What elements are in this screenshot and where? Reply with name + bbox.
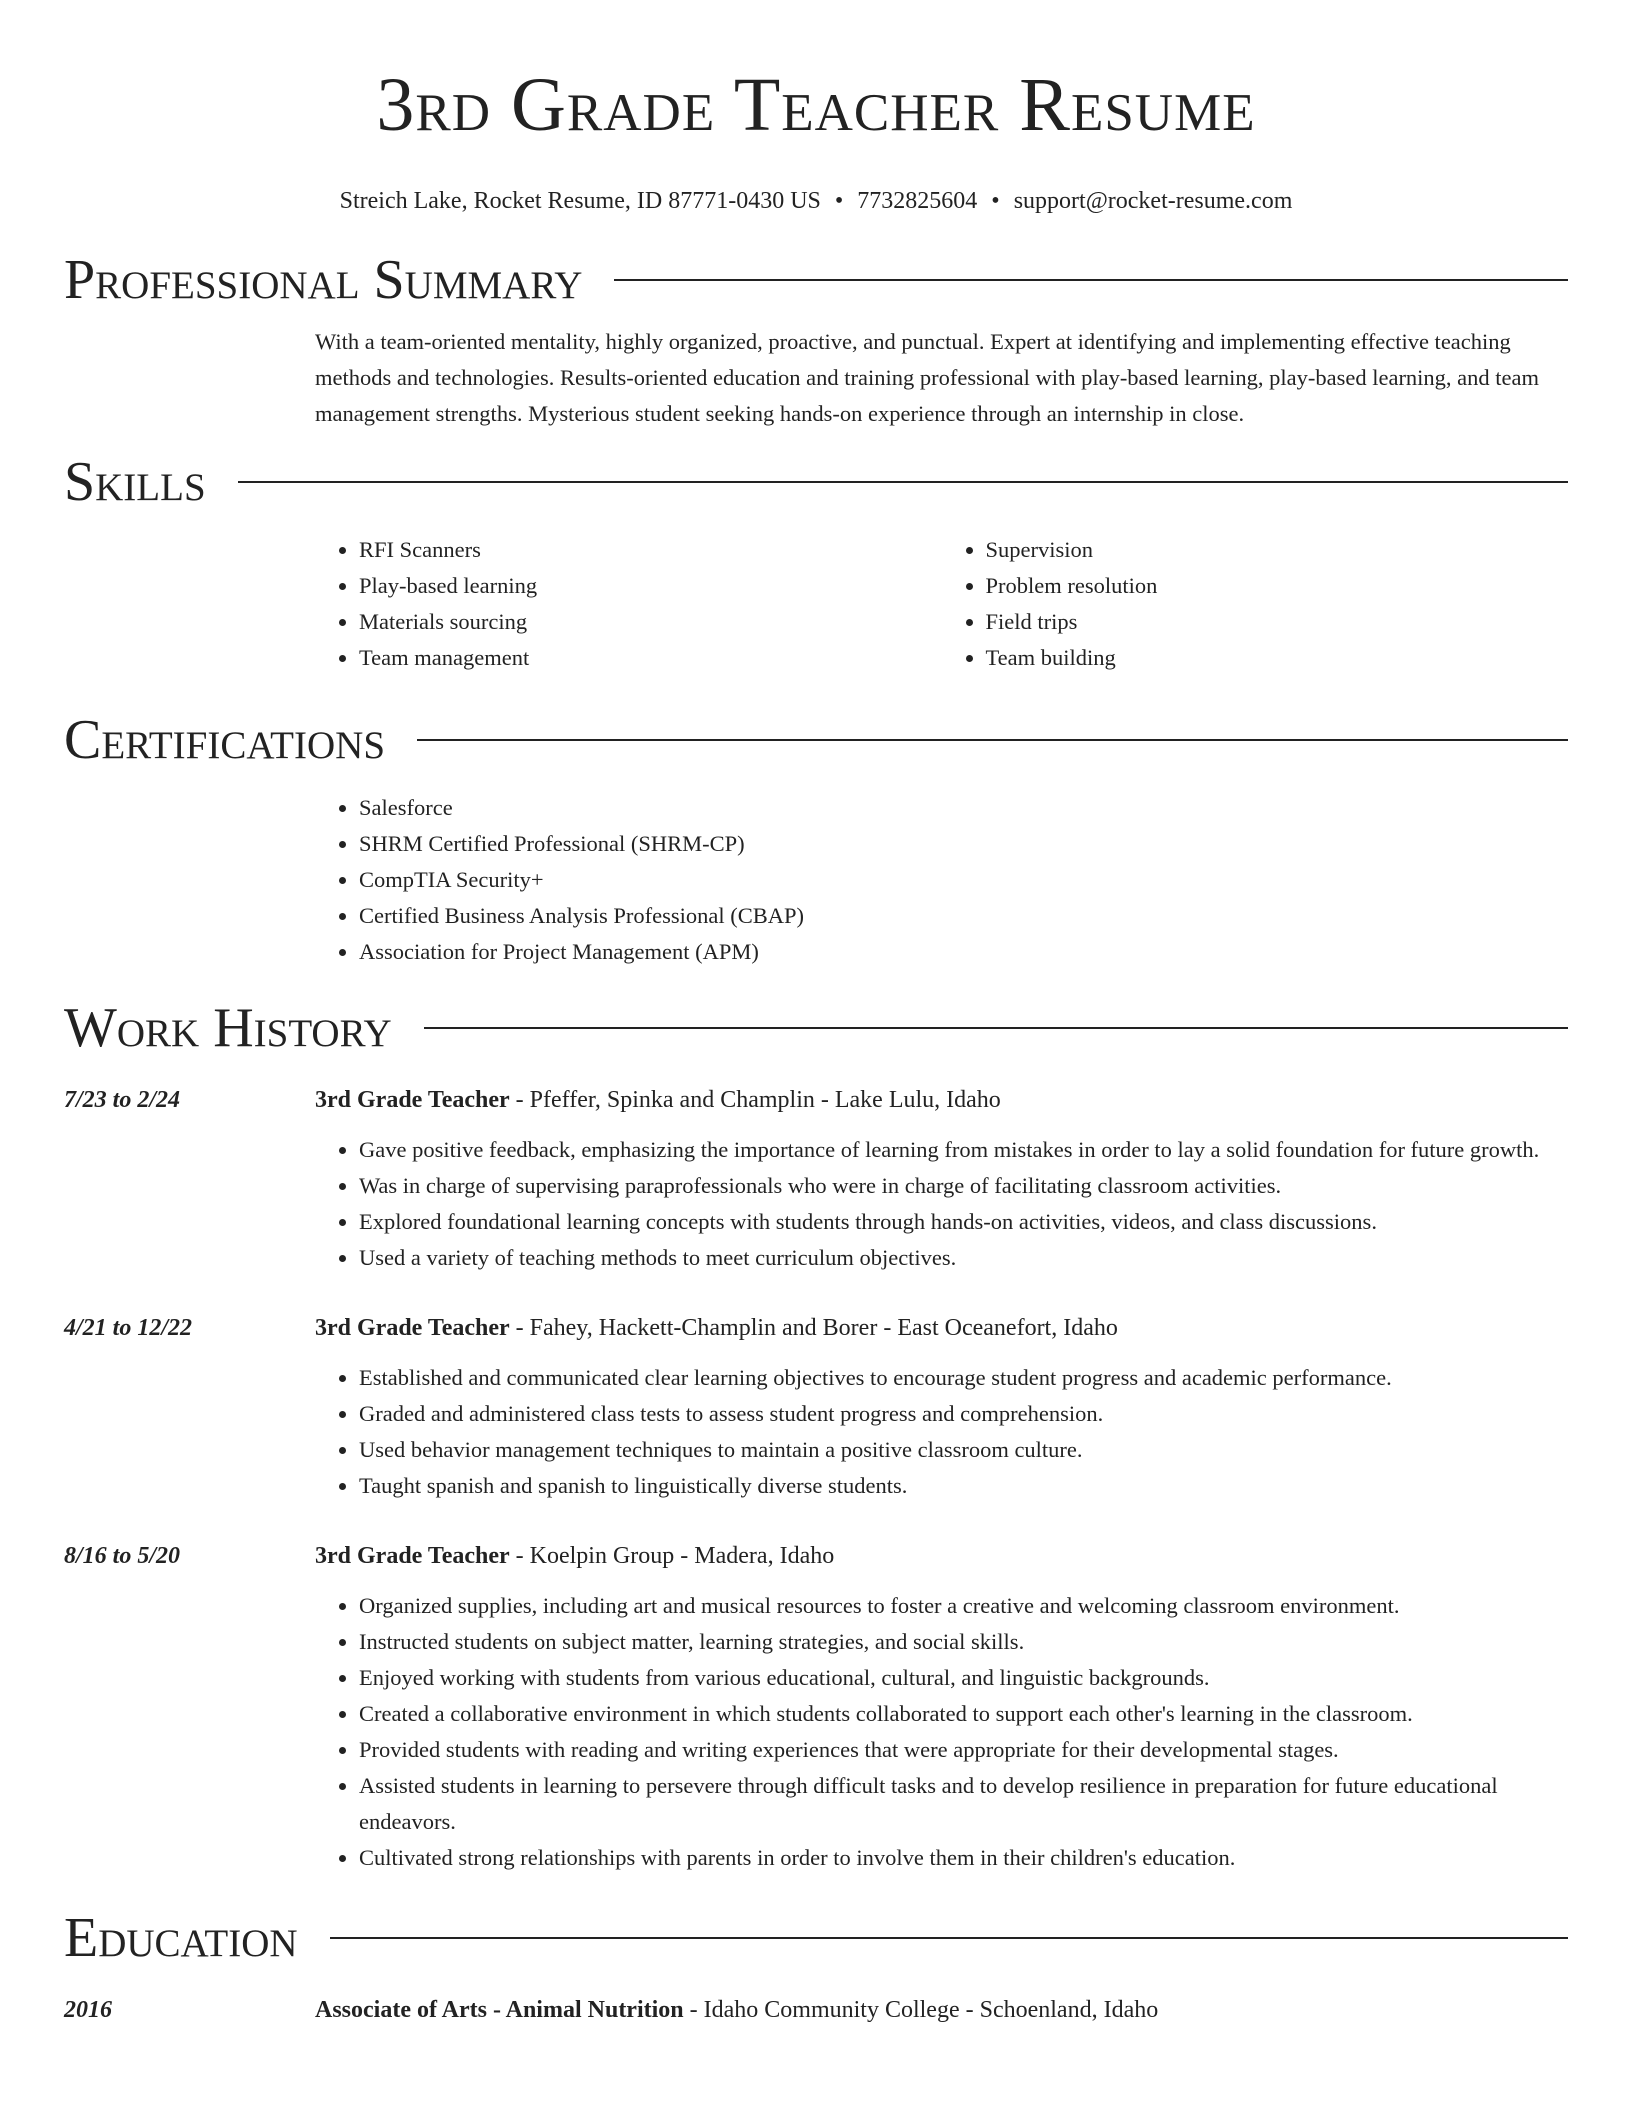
- job-employer: - Fahey, Hackett-Champlin and Borer - East Oceanefort, Idaho: [509, 1315, 1118, 1341]
- job-duty-item: • Instructed students on subject matter, learning strategies, and social skills.: [359, 1624, 1568, 1660]
- job-entry: [64, 1538, 1568, 1876]
- job-duty-item: • Established and communicated clear learning objectives to encourage student progress and academic performance.: [359, 1360, 1568, 1396]
- section-divider: [330, 1937, 1568, 1939]
- contact-phone: 7732825604: [857, 188, 978, 214]
- education-heading: Education: [64, 1907, 298, 1969]
- certifications-list: [315, 790, 1568, 970]
- job-title: 3rd Grade Teacher: [315, 1315, 510, 1341]
- job-duty-item: • Gave positive feedback, emphasizing the importance of learning from mistakes in order to lay a solid foundation for future growth.: [359, 1132, 1568, 1168]
- education-heading-line: [315, 1992, 1158, 2028]
- job-header: [64, 1082, 1568, 1118]
- certification-item: • CompTIA Security+: [359, 862, 1568, 898]
- certification-item: • SHRM Certified Professional (SHRM-CP): [359, 826, 1568, 862]
- job-duties: [315, 1360, 1568, 1504]
- job-duty-item: • Explored foundational learning concepts with students through hands-on activities, videos, and class discussions.: [359, 1204, 1568, 1240]
- job-duty-item: • Enjoyed working with students from various educational, cultural, and linguistic backgrounds.: [359, 1660, 1568, 1696]
- education-section-header: [64, 1906, 1568, 1970]
- job-header: [64, 1310, 1568, 1346]
- skill-item: • Problem resolution: [986, 568, 1569, 604]
- certifications-section-header: [64, 708, 1568, 772]
- skills-list-left: [315, 532, 942, 676]
- job-heading: [315, 1538, 834, 1574]
- contact-separator: •: [834, 188, 844, 214]
- skill-item: • Team building: [986, 640, 1569, 676]
- job-entry: [64, 1082, 1568, 1276]
- certification-item: • Certified Business Analysis Professional (CBAP): [359, 898, 1568, 934]
- job-duty-item: • Used a variety of teaching methods to meet curriculum objectives.: [359, 1240, 1568, 1276]
- certification-item: • Association for Project Management (APM): [359, 934, 1568, 970]
- skill-item: • RFI Scanners: [359, 532, 942, 568]
- skill-item: • Supervision: [986, 532, 1569, 568]
- job-duty-item: • Assisted students in learning to persevere through difficult tasks and to develop resilience in preparation for future educational endeavors.: [359, 1768, 1568, 1840]
- job-duty-item: • Cultivated strong relationships with parents in order to involve them in their children's education.: [359, 1840, 1568, 1876]
- job-duties: [315, 1132, 1568, 1276]
- contact-line: [64, 186, 1568, 216]
- job-dates: 7/23 to 2/24: [64, 1087, 181, 1113]
- job-heading: [315, 1310, 1118, 1346]
- skill-item: • Team management: [359, 640, 942, 676]
- job-title: 3rd Grade Teacher: [315, 1543, 510, 1569]
- skills-heading: Skills: [64, 451, 206, 513]
- education-entry: [64, 1992, 1568, 2028]
- skills-section-header: [64, 450, 1568, 514]
- skill-item: • Materials sourcing: [359, 604, 942, 640]
- skill-item: • Play-based learning: [359, 568, 942, 604]
- section-divider: [417, 739, 1568, 741]
- job-employer: - Koelpin Group - Madera, Idaho: [509, 1543, 835, 1569]
- summary-section-header: [64, 248, 1568, 312]
- job-title: 3rd Grade Teacher: [315, 1087, 510, 1113]
- certifications-body: [315, 790, 1568, 970]
- resume-page: [64, 0, 1568, 2028]
- section-divider: [424, 1027, 1568, 1029]
- job-duty-item: • Was in charge of supervising paraprofessionals who were in charge of facilitating classroom activities.: [359, 1168, 1568, 1204]
- job-duty-item: • Organized supplies, including art and musical resources to foster a creative and welcoming classroom environment.: [359, 1588, 1568, 1624]
- summary-body: [315, 324, 1568, 432]
- job-duty-item: • Graded and administered class tests to assess student progress and comprehension.: [359, 1396, 1568, 1432]
- education-degree: Associate of Arts - Animal Nutrition: [315, 1997, 684, 2023]
- job-dates: 4/21 to 12/22: [64, 1315, 193, 1341]
- job-duty-item: • Created a collaborative environment in which students collaborated to support each other's learning in the classroom.: [359, 1696, 1568, 1732]
- job-heading: [315, 1082, 1001, 1118]
- job-duty-item: • Used behavior management techniques to maintain a positive classroom culture.: [359, 1432, 1568, 1468]
- certifications-heading: Certifications: [64, 709, 386, 771]
- contact-email: support@rocket-resume.com: [1013, 188, 1293, 214]
- job-header: [64, 1538, 1568, 1574]
- skills-list-right: [942, 532, 1569, 676]
- summary-heading: Professional Summary: [64, 249, 583, 311]
- skills-grid: [315, 532, 1568, 676]
- job-duties: [315, 1588, 1568, 1876]
- section-divider: [238, 481, 1568, 483]
- contact-address: Streich Lake, Rocket Resume, ID 87771-0430 US: [339, 188, 821, 214]
- job-duty-list: [315, 1588, 1568, 1876]
- skill-item: • Field trips: [986, 604, 1569, 640]
- job-duty-list: [315, 1132, 1568, 1276]
- education-year: 2016: [64, 1997, 112, 2023]
- job-duty-list: [315, 1360, 1568, 1504]
- job-duty-item: • Taught spanish and spanish to linguistically diverse students.: [359, 1468, 1568, 1504]
- job-entry: [64, 1310, 1568, 1504]
- work-heading: Work History: [64, 997, 392, 1059]
- contact-separator: •: [991, 188, 1000, 214]
- summary-text: With a team-oriented mentality, highly organized, proactive, and punctual. Expert at identifying and implementing effective teaching methods and technologies. Results-oriented education and training professional with play-based learning, play-based learning, and team management strengths. Mysterious student seeking hands-on experience through an internship in close.: [315, 329, 1540, 426]
- section-divider: [614, 279, 1568, 281]
- education-header: [64, 1992, 1568, 2028]
- certification-item: • Salesforce: [359, 790, 1568, 826]
- education-school: - Idaho Community College - Schoenland, Idaho: [683, 1997, 1159, 2023]
- job-dates: 8/16 to 5/20: [64, 1543, 181, 1569]
- job-employer: - Pfeffer, Spinka and Champlin - Lake Lulu, Idaho: [509, 1087, 1001, 1113]
- resume-title: 3rd Grade Teacher Resume: [376, 63, 1256, 147]
- job-duty-item: • Provided students with reading and writing experiences that were appropriate for their developmental stages.: [359, 1732, 1568, 1768]
- work-section-header: [64, 996, 1568, 1060]
